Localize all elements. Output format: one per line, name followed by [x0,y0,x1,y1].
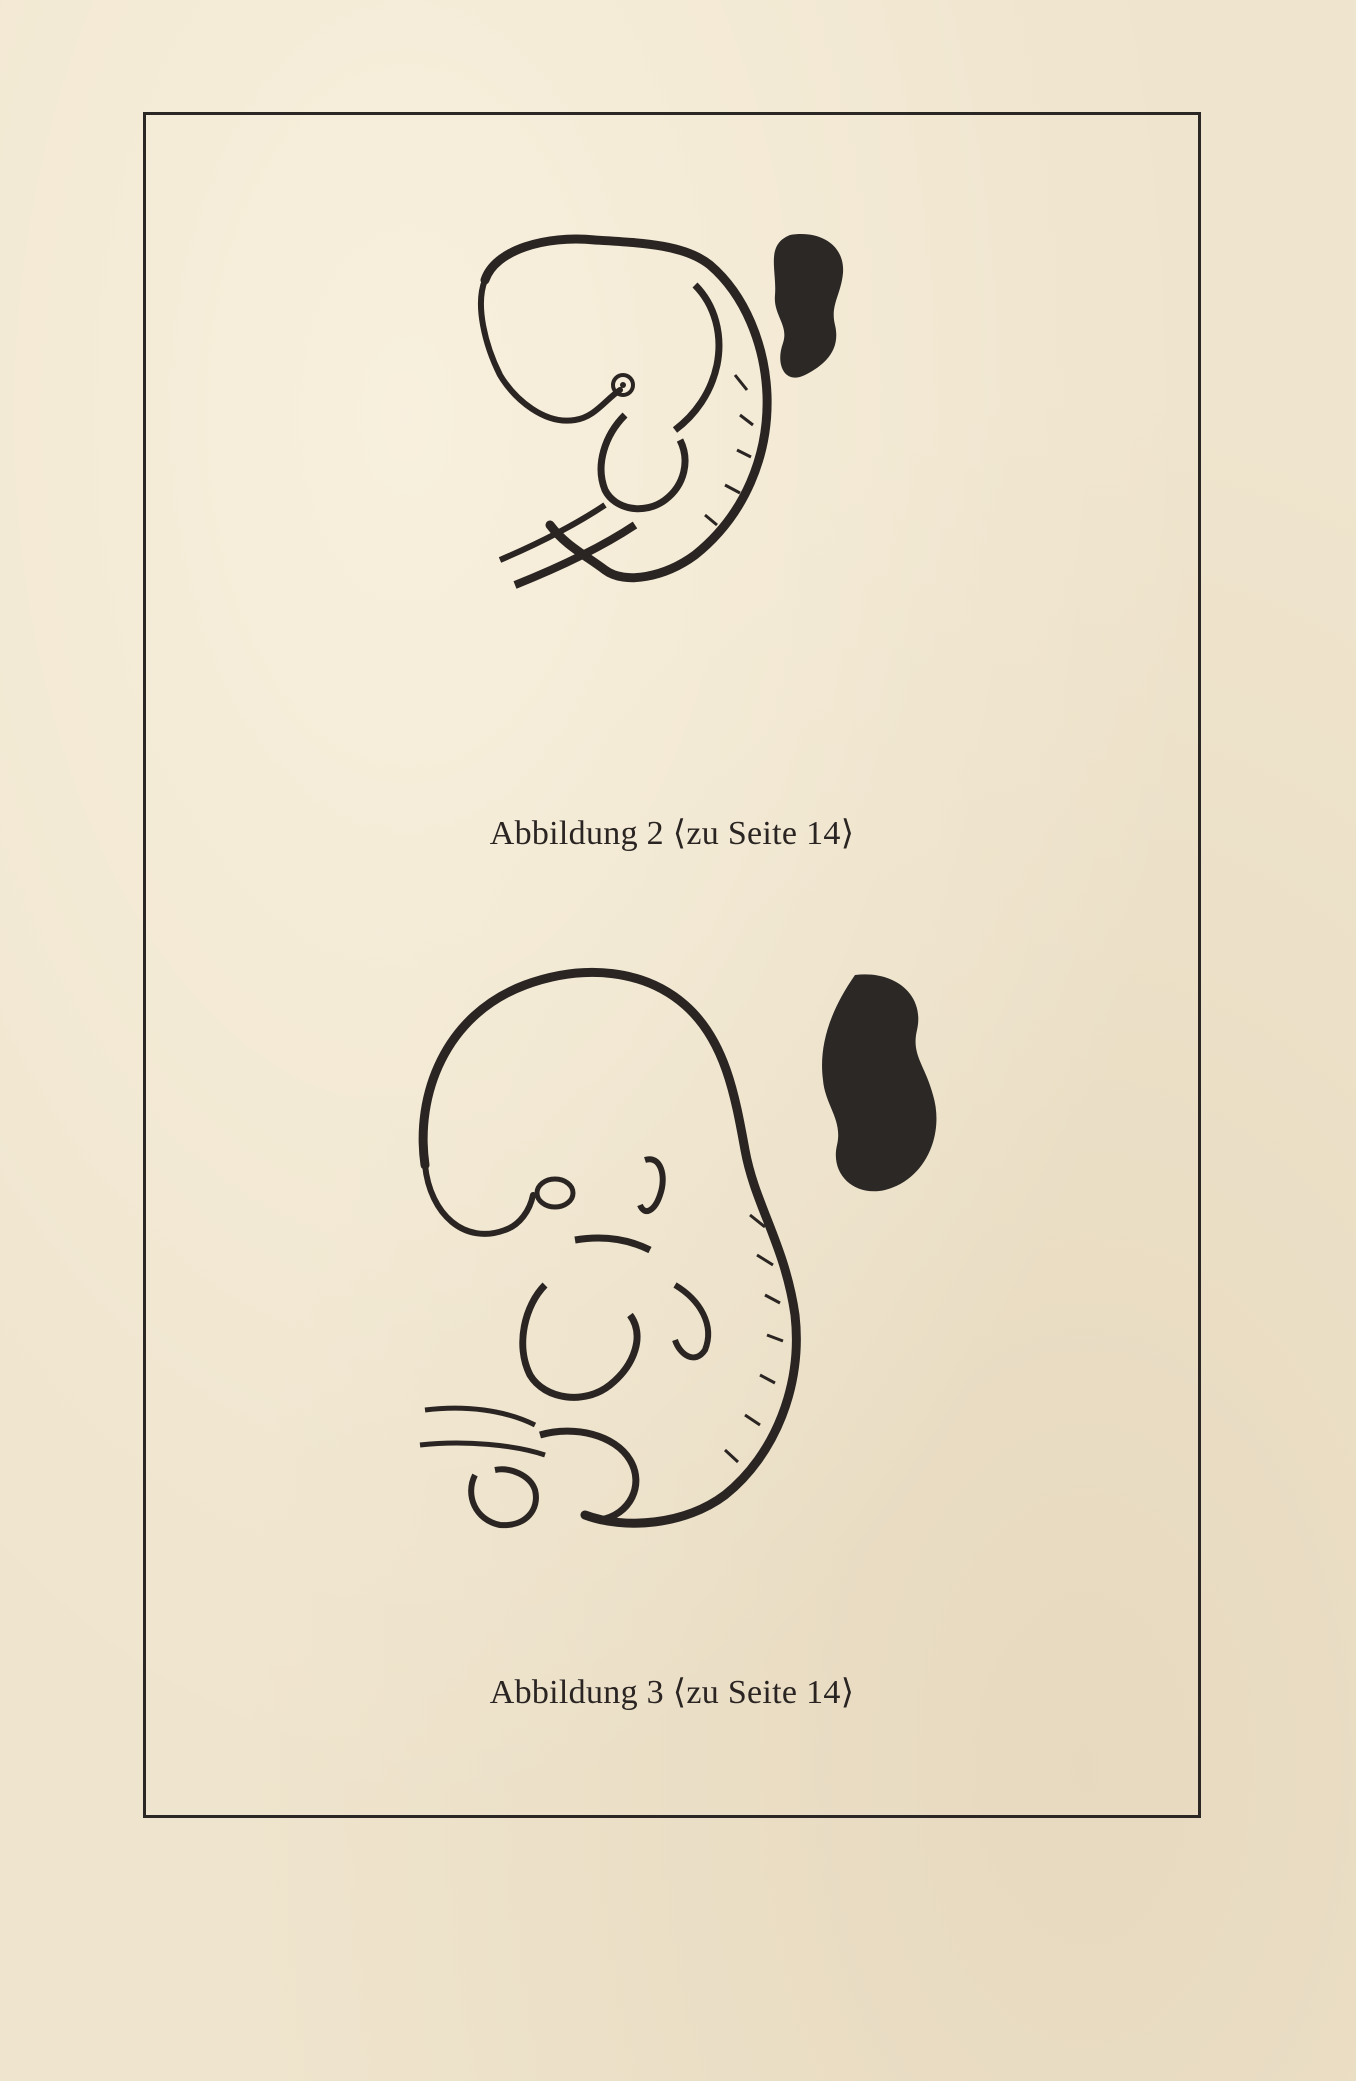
figure-3-caption: Abbildung 3 ⟨zu Seite 14⟩ [489,1674,855,1711]
embryo-foot [471,1469,536,1525]
embryo-illustration-icon [455,225,895,645]
figure-3-illustration [405,955,965,1575]
embryo-hatching [705,375,753,525]
silhouette-shape [774,234,843,378]
embryo-limb [601,415,685,509]
figure-2-caption: Abbildung 2 ⟨zu Seite 14⟩ [489,815,855,852]
embryo-inner-fold [675,285,719,430]
embryo-eye [537,1179,573,1207]
embryo-arm [523,1285,637,1397]
embryo-leg [540,1431,636,1520]
embryo-limb [675,1285,708,1357]
embryo-pupil [620,382,626,388]
figure-2-illustration [455,225,895,645]
embryo-cord [420,1408,545,1455]
embryo-head [481,280,620,421]
embryo-head [425,1165,533,1234]
embryo-mouth [575,1238,650,1250]
embryo-ear [640,1159,663,1211]
embryo-illustration-icon [405,955,965,1575]
silhouette-shape [822,974,936,1191]
